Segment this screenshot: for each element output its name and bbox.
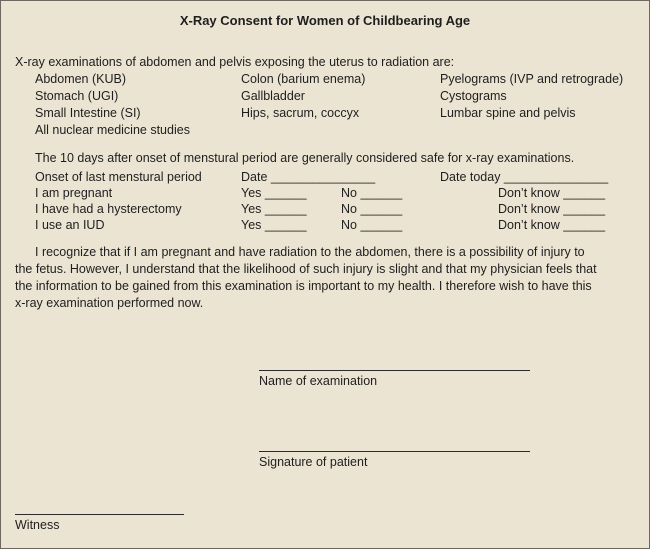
answer-dontknow-field[interactable]: Don’t know ______ — [498, 218, 606, 232]
answer-dontknow-field[interactable]: Don’t know ______ — [498, 202, 606, 216]
exam-item: Stomach (UGI) — [35, 89, 119, 103]
intro-text: X-ray examinations of abdomen and pelvis exposing the uterus to radiation are: — [15, 55, 455, 69]
answer-no-field[interactable]: No ______ — [341, 186, 403, 200]
safe-note: The 10 days after onset of menstural period are generally considered safe for x-ray examinations. — [35, 151, 575, 165]
exam-name-line[interactable] — [259, 370, 530, 371]
patient-signature-label: Signature of patient — [259, 455, 368, 469]
date-today-field[interactable]: Date today _______________ — [440, 170, 609, 184]
onset-label: Onset of last menstural period — [35, 170, 202, 184]
form-title: X-Ray Consent for Women of Childbearing Age — [179, 13, 471, 28]
answer-no-field[interactable]: No ______ — [341, 218, 403, 232]
question-label: I use an IUD — [35, 218, 105, 232]
answer-yes-field[interactable]: Yes ______ — [241, 186, 307, 200]
answer-yes-field[interactable]: Yes ______ — [241, 202, 307, 216]
patient-signature-line[interactable] — [259, 451, 530, 452]
answer-dontknow-field[interactable]: Don’t know ______ — [498, 186, 606, 200]
witness-label: Witness — [15, 518, 60, 532]
exam-item: Abdomen (KUB) — [35, 72, 127, 86]
exam-item: All nuclear medicine studies — [35, 123, 190, 137]
witness-signature-line[interactable] — [15, 514, 184, 515]
question-label: I am pregnant — [35, 186, 113, 200]
exam-item: Colon (barium enema) — [241, 72, 366, 86]
exam-name-label: Name of examination — [259, 374, 378, 388]
exam-item: Small Intestine (SI) — [35, 106, 141, 120]
consent-paragraph: I recognize that if I am pregnant and have radiation to the abdomen, there is a possibility of injury to the fetus. However, I understand that the likelihood of such injury is slight and that my physician feels that the information to be gained from this examination is important to my health. I therefore wish to have this x-ray examination performed now. — [15, 245, 597, 310]
exam-item: Cystograms — [440, 89, 507, 103]
exam-item: Gallbladder — [241, 89, 305, 103]
answer-no-field[interactable]: No ______ — [341, 202, 403, 216]
exam-item: Hips, sacrum, coccyx — [241, 106, 360, 120]
exam-item: Lumbar spine and pelvis — [440, 106, 576, 120]
answer-yes-field[interactable]: Yes ______ — [241, 218, 307, 232]
onset-date-field[interactable]: Date _______________ — [241, 170, 376, 184]
question-label: I have had a hysterectomy — [35, 202, 182, 216]
exam-item: Pyelograms (IVP and retrograde) — [440, 72, 624, 86]
